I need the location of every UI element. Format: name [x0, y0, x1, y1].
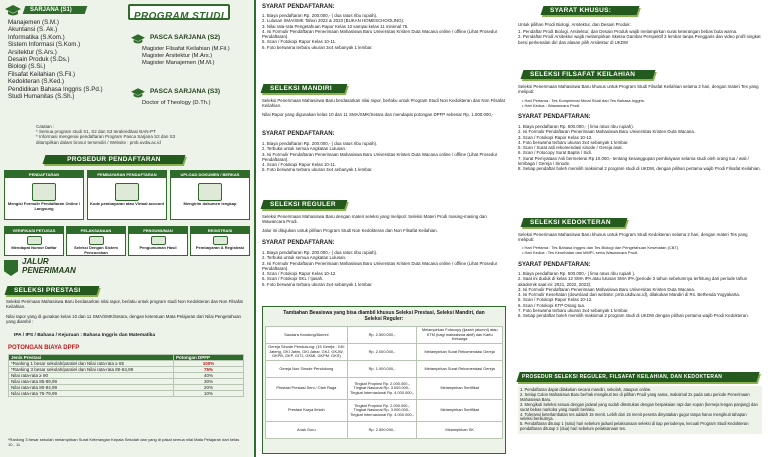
filsafat-list	[518, 124, 762, 172]
table-cell: 10%	[174, 391, 244, 397]
filsafat-syarat-title: SYARAT PENDAFTARAN:	[518, 114, 591, 120]
khusus-list	[518, 29, 762, 45]
s1-program-item: Arsitektur (S.Ars.)	[8, 48, 57, 56]
tes-item: • Hari Kedua : Wawancara Prodi.	[522, 103, 581, 109]
beasiswa-box	[262, 306, 506, 454]
syarat-item: 5. Foto berwarna terbaru ukuran 3x4 sebanyak 1 lembar.	[262, 167, 373, 173]
table-cell: Melampirkan Surat Rekomendasi Gereja	[417, 361, 503, 378]
syarat1-list	[262, 13, 506, 50]
syarat-item: 2. Isi Formulir Pendaftaran Penerimaan Mahasiswa Baru Universitas Kristen Duta Wacana.	[518, 129, 696, 135]
kedokteran-title: SELEKSI KEDOKTERAN	[530, 219, 611, 226]
table-cell: Nilai rata-rata 85-89,99	[9, 379, 174, 385]
table-cell: Melampirkan SK	[417, 422, 503, 439]
table-cell: Prestasi Karya Ilmiah	[266, 400, 348, 422]
syarat-item: 4. Scan / Fotokopi Rapor Kelas 10-12.	[262, 271, 337, 277]
step-caption: Mengisi Formulir Pendaftaran Online / Langsung	[7, 201, 81, 211]
s1-program-item: Kedokteran (S.Ked.)	[8, 78, 65, 86]
step-caption: Kode pembayaran atau Virtual account	[90, 201, 164, 206]
syarat-item: 6. Scan / Fotokopi KTP Orang tua.	[518, 302, 586, 308]
announcement-icon	[151, 236, 166, 245]
khusus-item: 1. Pendaftar Prodi Biologi, Arsitektur, dan Desain Produk wajib melampirkan surat keterangan bebas buta warna.	[518, 29, 738, 34]
prosedur-step	[87, 170, 167, 220]
prosedur-item: 4. Toleransi keterlambatan tes adalah 15 menit. Lebih dari 15 menit peserta dinyatakan gugur tanpa harus mengikuti tahapan seleksi berikutnya.	[520, 411, 747, 422]
syarat-item: 4. Isi Formulir Kesehatan (download dari website: pmb.ukdw.ac.id), dilakukan Mandiri di Rs. Bethesda Yogyakarta.	[518, 292, 741, 298]
s1-title-band	[23, 6, 88, 14]
table-cell: Tingkat Propinsi Rp. 2.000.000,- Tingkat Nasional Rp. 3.000.000,- Tingkat Internasional Rp. 4.000.000,-	[347, 400, 417, 422]
prosedur-title-band	[43, 155, 186, 164]
step-heading: REGISTRASI	[191, 227, 249, 234]
mandiri-title-band	[261, 84, 348, 93]
catatan-line: ditampilkan dalam brosur tersendiri / Website : pmb.uvdw.ac.id	[36, 139, 161, 145]
syarat-item: 3. Isi Formulir Pendaftaran Penerimaan Mahasiswa Baru Universitas Kristen Duta Wacana online / offline (Lihat Prosedur Pendaftaran).	[262, 260, 498, 271]
mandiri-list	[262, 141, 506, 173]
jalur-header	[4, 258, 124, 280]
s2-title: PASCA SARJANA (S2)	[150, 34, 221, 41]
table-cell: Melampirkan Fotocopy (ijazah (alumni) atau KTM (bagi mahasiswa aktif) dan Kartu Keluarga	[417, 327, 503, 344]
prestasi-p1: Seleksi Perimaan Mahasiswa Baru berdasarkan nilai rapor, berlaku untuk program studi Non Kedokteran dan Non Filsafat Keilahian.	[6, 299, 243, 310]
kedokteran-title-band	[521, 218, 628, 227]
filsafat-p: Seleksi Penerimaan Mahasiswa Baru khusus untuk Program Studi Filsafat Keilahian selama 2 hari, dengan materi Tes yang meliputi:	[518, 84, 759, 95]
syarat-item: 4. Scan / Fotokopi Rapor Kelas 10-11.	[262, 162, 337, 168]
beasiswa-title: Tambahan Beasiswa yang bisa diambil khusus Seleksi Prestasi, Seleksi Mandiri, dan Seleksi Reguler:	[283, 310, 485, 322]
syarat-item: 5. Scan / Fotokopi Rapor Kelas 10-11.	[262, 39, 337, 45]
table-cell: Tingkat Propinsi Rp. 2.000.000,- Tingkat Nasional Rp. 3.000.000,- Tingkat Internasional Rp. 4.000.000,-	[347, 378, 417, 400]
beasiswa-table	[265, 326, 503, 439]
prosedur-step	[170, 170, 250, 220]
reguler-p1: Seleksi Penerimaan Mahasiswa Baru dengan materi seleksi yang meliputi: Seleksi Materi Prodi masing-masing dan Wawancara Prodi.	[262, 214, 487, 225]
table-cell: Rp. 2.500.000,-	[347, 327, 417, 344]
program-studi-title-box	[128, 4, 230, 20]
step-heading: VERIFIKASI PETUGAS	[5, 227, 63, 234]
table-header: Potongan DPFP	[174, 355, 244, 361]
syarat-item: 8. Setiap pendaftar boleh memilih maksimal 2 program studi di UKDW, dengan pilihan pertama wajib Prodi Filsafat Keilahian.	[518, 166, 761, 172]
s1-title: SARJANA (S1)	[30, 7, 72, 13]
potongan-table	[8, 354, 244, 397]
prosedur-step	[190, 226, 250, 256]
table-cell: Melampirkan Surat Rekomendasi Gereja	[417, 344, 503, 361]
mandiri-p1: Seleksi Penerimaan Mahasiswa Baru berdasarkan nilai rapor, berlaku untuk Program Studi Non Kedokteran dan Non Filsafat Keilahian.	[262, 98, 505, 109]
table-cell: Saudara Kandung/Alumni	[266, 327, 348, 344]
checklist-icon	[27, 236, 42, 245]
tes-item: • Hari Kedua : Tes Kesehatan dan MMPI, serta Wawancara Prodi.	[522, 250, 639, 256]
table-cell: *Ranking 1 besar sekolah/paralel dan Nilai rata-rata ≥ 85	[9, 361, 174, 367]
table-row	[9, 391, 244, 397]
catatan-line: * Semua program studi S1, S2 dan S3 terakreditasi BAN-PT	[36, 129, 156, 135]
syarat-item: 2. Terbuka untuk semua Angkatan Lulusan.	[262, 146, 347, 152]
reguler-list	[262, 250, 506, 287]
prosedur-step	[66, 226, 126, 256]
s3-title: PASCA SARJANA (S3)	[150, 88, 221, 95]
syarat-item: 7. Surat Pernyataan Asli bermeterai Rp 10.000,- tentang kesanggupan pembiayaan selama studi oleh orang tua / wali / lembaga / Gereja / Sinode.	[518, 155, 749, 167]
syarat-item: 1. Biaya pendaftaran Rp. 500.000,- ( lima ratus ribu rupiah ).	[518, 271, 636, 276]
syarat-item: 8. Setiap pendaftar boleh memilih maksimal 2 program studi di UKDW dengan pilihan pertama wajib Prodi Kedokteran.	[518, 313, 749, 319]
syarat-item: 1. Biaya pendaftaran Rp. 200.000,- ( dua ratus ribu rupiah).	[262, 141, 378, 146]
table-cell: Nilai rata-rata 75-79,99	[9, 391, 174, 397]
table-cell: Rp. 2.000.000,-	[347, 344, 417, 361]
table-row	[266, 344, 503, 361]
filsafat-title: SELEKSI FILSAFAT KEILAHIAN	[530, 71, 636, 78]
s1-program-item: Desain Produk (S.Ds.)	[8, 56, 70, 64]
table-row	[266, 400, 503, 422]
syarat-item: 5. Scan / Fotokopi Rapor Kelas 10-12.	[518, 297, 593, 303]
syarat-item: 5. Scan / Fotokopi SKL / Ijasah.	[262, 276, 324, 282]
catatan-lines	[36, 129, 242, 145]
table-cell: 20%	[174, 385, 244, 391]
jalur-title: JALUR PENERIMAAN	[22, 257, 76, 275]
kedokteran-p: Seleksi Penerimaan Mahasiswa Baru khusus untuk Program Studi Kedokteran selama 2 hari, dengan materi Tes yang meliputi:	[518, 232, 748, 243]
table-row	[266, 327, 503, 344]
syarat-item: 6. Scan / Fotocopy Surat Baptis / Sidi.	[518, 150, 592, 156]
table-cell: Nilai rata-rata 80-84,99	[9, 385, 174, 391]
table-row	[9, 367, 244, 373]
prosedur-item: 2. Setiap Calon Mahasiswa Baru berhak mengikuti tes di pilihan Prodi yang sama, maksimal 2x pada satu periode Penerimaan Mahasiswa Baru.	[520, 391, 750, 402]
grad-cap-icon	[131, 86, 145, 97]
syarat-item: 3. Scan / Fotokopi Rapor Kelas 10-12.	[518, 134, 593, 140]
prosedur2-title: PROSEDUR SELEKSI REGULER, FILSAFAT KEILAHIAN, DAN KEDOKTERAN	[522, 374, 723, 380]
left-panel	[0, 0, 256, 457]
syarat-item: 3. Isi Formulir Pendaftaran Penerimaan Mahasiswa Baru Universitas Kristen Duta Wacana.	[518, 286, 696, 292]
syarat-item: 2. Lulusan SMA/SMK Tahun 2022 & 2023 (BUKAN HOMESCHOOLING).	[262, 18, 405, 24]
filsafat-title-band	[521, 70, 656, 79]
step-caption: Pengumuman Hasil	[139, 245, 177, 250]
table-cell: Prestasi Prestasi Seni / Olah Raga	[266, 378, 348, 400]
mandiri-title: SELEKSI MANDIRI	[270, 85, 332, 92]
monitor-icon	[32, 183, 56, 201]
step-caption: Seleksi Dengan Sistem Pencocokan	[74, 245, 118, 255]
syarat-item: 5. Scan / Surat asli rekomendasi sinode / Gereja asal.	[518, 145, 623, 151]
mandiri-p2: Nilai Rapor yang digunakan kelas 10 dan 11 SMA/SMK/Setara dan mendapat potongan DPFP sebesar Rp. 1.000.000,-	[262, 112, 494, 117]
s1-program-list	[8, 19, 132, 100]
pdf-icon	[198, 183, 222, 201]
s1-program-item: Informatika (S.Kom.)	[8, 33, 65, 41]
prosedur-step	[128, 226, 188, 256]
syarat-item: 6. Foto berwarna terbaru ukuran 3x4 sebanyak 1 lembar.	[262, 281, 373, 287]
khusus-item: 2. Pendaftar Prodi Arsitektur wajib melampirkan Sketsa Gambar Perspektif 2 lembar tanpa Penggaris dan video profil singkat bersi perkenalan diri dan alasan pilih Arsitektur di UKDW	[518, 34, 761, 45]
catatan-head: Catatan :	[36, 124, 55, 129]
step-caption: Pembayaran & Registrasi	[195, 245, 245, 250]
s3-program-item: Doctor of Theology (D.Th.)	[142, 100, 211, 106]
table-cell: Gereja Non Sinode Pendukung	[266, 361, 348, 378]
catatan-line: * Informasi mengenai pendaftaran Program Pasca Sarjana S2 dan S3	[36, 134, 176, 140]
reguler-syarat-title: SYARAT PENDAFTARAN:	[262, 240, 335, 246]
step-heading: PENDAFTARAN	[5, 171, 83, 178]
marker-icon	[4, 260, 18, 276]
reguler-title-band	[261, 200, 348, 209]
table-cell: Melampirkan Sertifikat	[417, 378, 503, 400]
khusus-title: SYARAT KHUSUS:	[550, 7, 612, 14]
middle-panel	[256, 0, 512, 457]
s2-program-item: Magister Manajemen (M.M.)	[142, 60, 215, 67]
s1-program-item: Manajemen (S.M.)	[8, 19, 59, 26]
card-icon	[115, 183, 139, 201]
prestasi-mapel: IPA / IPS / Bahasa / Kejuruan : Bahasa Inggris dan Matematika	[14, 333, 156, 338]
right-panel	[512, 0, 768, 457]
table-cell: Rp. 1.000.000,-	[347, 361, 417, 378]
table-row	[266, 361, 503, 378]
table-cell: *Ranking 3 besar sekolah/paralel dan Nilai rata-rata 80-84,99	[9, 367, 174, 373]
prosedur-step	[4, 170, 84, 220]
prosedur-step	[4, 226, 64, 256]
step-heading: PEMBAYARAN PENDAFTARAN	[88, 171, 166, 178]
table-cell: Anak Guru	[266, 422, 348, 439]
reguler-title: SELEKSI REGULER	[270, 201, 336, 208]
meeting-icon	[89, 236, 104, 245]
catatan-note	[36, 124, 242, 145]
syarat-item: 1. Biaya pendaftaran Rp. 200.000,- ( dua ratus ribu rupiah).	[262, 13, 378, 18]
grad-cap-icon	[5, 4, 21, 16]
s1-program-item: Studi Humanitas (S.Sh.)	[8, 93, 75, 101]
tes-item: • Hari Pertama : Tes Kompetensi Minat Studi dan Tes Bahasa Inggris.	[522, 98, 645, 103]
syarat-item: 3. Isi Formulir Pendaftaran Penerimaan Mahasiswa Baru Universitas Kristen Duta Wacana online / offline (Lihat Prosedur Pendaftaran).	[262, 151, 498, 162]
syarat1-title: SYARAT PENDAFTARAN:	[262, 4, 335, 10]
step-heading: PENGUMUMAN	[129, 227, 187, 234]
syarat-item: 3. Nilai rata-rata Pengetahuan Rapor Kelas 10 sampai kelas 11 minimal 75.	[262, 23, 409, 29]
step-heading: UPLOAD DOKUMEN / BERKAS	[171, 171, 249, 178]
s1-program-item: Pendidikan Bahasa Inggris (S.Pd.)	[8, 85, 103, 93]
khusus-title-band	[541, 6, 640, 15]
syarat-item: 1. Biaya pendaftaran Rp. 200.000,- ( dua ratus ribu rupiah).	[262, 250, 378, 255]
table-cell: 75%	[174, 367, 244, 373]
prosedur-item: 5. Pendaftaran ditutup 1 (satu) hari sebelum jadwal pelaksanaan seleksi di tiap periodenya, kecuali Program Studi Kedokteran pendaftaran ditutup 2 (dua) hari sebelum pelaksanaan tes.	[520, 421, 749, 432]
table-row	[266, 378, 503, 400]
kedokteran-tes	[522, 245, 762, 256]
table-cell: Gereja Sinode Pendukung: (15 Gereja : GKI Jateng, GKI Jatim, GKI Jabar, GKJ, GKJW, GKPB, GKP, GITJ, GKMI, GKPM, GKS)	[266, 344, 348, 361]
kedokteran-list	[518, 271, 762, 319]
table-header: Jenis Prestasi	[9, 355, 174, 361]
s3-program-list	[142, 100, 254, 107]
syarat-item: 4. Foto berwarna terbaru ukuran 3x4 sebanyak 1 lembar.	[518, 139, 629, 145]
mandiri-syarat-title: SYARAT PENDAFTARAN:	[262, 131, 335, 137]
cash-icon	[213, 236, 228, 245]
table-cell: 40%	[174, 373, 244, 379]
table-cell: Melampirkan Sertifikat	[417, 400, 503, 422]
prestasi-foot: *Ranking 3 besar sekolah melampirkan Surat Keterangan Kepala Sekolah dan yang di pakai semua nilai Mata Pelajaran dari kelas 10 - 11	[8, 437, 240, 447]
khusus-p: Untuk pilihan Prodi Biologi, Arsitektur, dan Desain Produk:	[518, 22, 631, 27]
filsafat-tes	[522, 98, 762, 109]
prosedur-title: PROSEDUR PENDAFTARAN	[67, 156, 161, 163]
s1-program-item: Akuntansi (S. Ak.)	[8, 26, 58, 34]
program-studi-title: PROGRAM STUDI	[133, 11, 225, 22]
table-cell: Nilai rata-rata ≥ 90	[9, 373, 174, 379]
syarat-item: 6. Foto berwarna terbaru ukuran 3x4 sebanyak 1 lembar.	[262, 44, 373, 50]
syarat-item: 7. Foto berwarna terbaru ukuran 3x4 sebanyak 1 lembar.	[518, 308, 629, 314]
step-caption: Mendapat Nomor Daftar	[11, 245, 57, 250]
syarat-item: 2. Saat ini duduk di kelas 12 SMA IPA atau lulusan SMA IPA (periode 3 tahun sebelumnya terhitung dari periode tahun akademik saat ini: 2021, 2022, 2023).	[518, 276, 748, 287]
table-cell: 30%	[174, 379, 244, 385]
step-caption: Mengirim dokumen lengkap	[183, 201, 237, 206]
s1-program-item: Biologi (S.Si.)	[8, 63, 46, 71]
s1-program-item: Filsafat Keilahian (S.Fil.)	[8, 70, 76, 78]
s2-program-item: Magister Filsafat Keilahian (M.Fil.)	[142, 46, 230, 52]
table-cell: 100%	[174, 361, 244, 367]
syarat-item: 1. Biaya pendaftaran Rp. 500.000,- ( lima ratus ribu rupiah).	[518, 124, 634, 129]
prosedur2-title-band	[516, 372, 759, 382]
prestasi-title-band	[5, 286, 100, 295]
prestasi-title: SELEKSI PRESTASI	[14, 287, 81, 294]
syarat-item: 4. Isi Formulir Pendaftaran Penerimaan Mahasiswa Baru Universitas Kristen Duta Wacana online / offline (Lihat Prosedur Pendaftaran).	[262, 28, 498, 40]
table-cell: Rp. 2.500.000,-	[347, 422, 417, 439]
prosedur-item: 3. Mengikuti Seleksi sesuai dengan jadwal yang sudah ditentukan dengan berpakaian rapi dan sopan (kemeja lengan panjang) dan surat bebas narkoba yang masih berlaku.	[520, 401, 758, 412]
reguler-p2: Jalur ini ditujukan untuk pilihan Program Studi Non Kedokteran dan Non Filsafat Keilahian.	[262, 228, 438, 233]
table-row	[266, 422, 503, 439]
syarat-item: 2. Terbuka untuk semua Angkatan Lulusan.	[262, 255, 347, 261]
prosedur-item: 1. Pendaftaran dapat dilakukan secara mandiri, sekolah, ataupun online.	[520, 387, 652, 392]
kedokteran-syarat-title: SYARAT PENDAFTARAN:	[518, 262, 591, 268]
tes-item: • Hari Pertama : Tes Bahasa Inggris dan Tes Biologi dan Pengetahuan Kesehatan (CBT).	[522, 245, 680, 250]
s1-program-item: Sistem Informasi (S.Kom.)	[8, 41, 81, 49]
potongan-title: POTONGAN BIAYA DPFP	[8, 345, 80, 351]
s2-program-item: Magister Arsitektur (M.Ars.)	[142, 53, 213, 60]
step-heading: PELAKSANAAN	[67, 227, 125, 234]
prosedur2-list	[518, 386, 762, 434]
prestasi-p2: Nilai rapor yang di gunakan kelas 10 dan 11 SMA/SMK/Setara, dengan ketentuan Mata Pelajaran dari Nilai Pengetahuan yang diambil :	[6, 314, 241, 325]
grad-cap-icon	[131, 32, 145, 43]
s2-program-list	[142, 46, 254, 68]
